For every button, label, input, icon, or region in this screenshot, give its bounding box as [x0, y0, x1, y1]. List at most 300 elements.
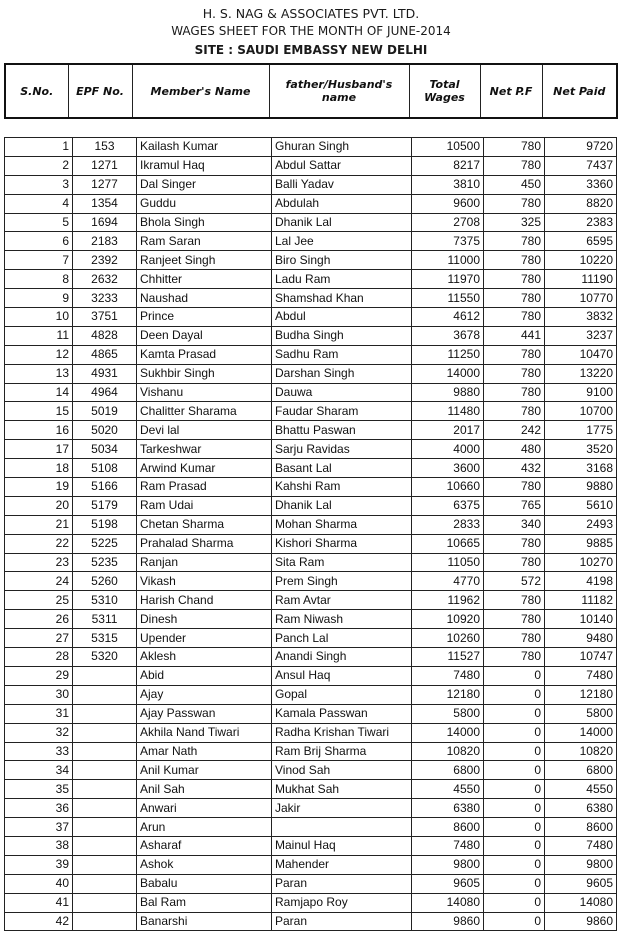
cell-member-name: Prahalad Sharma — [137, 534, 272, 553]
cell-member-name: Vishanu — [137, 383, 272, 402]
cell-member-name: Devi lal — [137, 421, 272, 440]
cell-sno: 6 — [5, 232, 73, 251]
table-row — [5, 836, 617, 855]
cell-sno: 10 — [5, 308, 73, 327]
cell-epf-no: 4865 — [73, 345, 137, 364]
table-row — [5, 666, 617, 685]
cell-net-paid: 8600 — [545, 818, 617, 837]
cell-father-name: Faudar Sharam — [272, 402, 412, 421]
cell-total-wages: 11000 — [412, 251, 484, 270]
cell-net-pf: 780 — [484, 478, 545, 497]
cell-net-pf: 780 — [484, 289, 545, 308]
cell-sno: 12 — [5, 345, 73, 364]
col-header-net-paid: Net Paid — [542, 64, 617, 118]
cell-net-pf: 780 — [484, 138, 545, 157]
cell-sno: 30 — [5, 685, 73, 704]
cell-net-paid: 9885 — [545, 534, 617, 553]
cell-total-wages: 9600 — [412, 194, 484, 213]
col-header-net-pf: Net P.F — [480, 64, 542, 118]
cell-sno: 16 — [5, 421, 73, 440]
cell-member-name: Tarkeshwar — [137, 440, 272, 459]
cell-net-pf: 780 — [484, 232, 545, 251]
table-row — [5, 175, 617, 194]
table-row — [5, 723, 617, 742]
cell-net-paid: 2383 — [545, 213, 617, 232]
cell-net-paid: 10820 — [545, 742, 617, 761]
cell-total-wages: 3810 — [412, 175, 484, 194]
cell-net-paid: 3237 — [545, 326, 617, 345]
table-row — [5, 855, 617, 874]
cell-member-name: Ram Udai — [137, 496, 272, 515]
cell-total-wages: 9860 — [412, 912, 484, 931]
cell-epf-no: 4828 — [73, 326, 137, 345]
cell-sno: 40 — [5, 874, 73, 893]
cell-total-wages: 9800 — [412, 855, 484, 874]
cell-father-name: Ram Avtar — [272, 591, 412, 610]
cell-epf-no — [73, 912, 137, 931]
cell-total-wages: 11970 — [412, 270, 484, 289]
cell-total-wages: 10820 — [412, 742, 484, 761]
cell-net-pf: 780 — [484, 629, 545, 648]
cell-total-wages: 3678 — [412, 326, 484, 345]
cell-epf-no: 4931 — [73, 364, 137, 383]
cell-father-name: Shamshad Khan — [272, 289, 412, 308]
table-row — [5, 893, 617, 912]
cell-sno: 42 — [5, 912, 73, 931]
cell-sno: 28 — [5, 648, 73, 667]
cell-father-name: Ghuran Singh — [272, 138, 412, 157]
cell-sno: 29 — [5, 666, 73, 685]
cell-father-name: Ladu Ram — [272, 270, 412, 289]
cell-epf-no — [73, 780, 137, 799]
cell-sno: 34 — [5, 761, 73, 780]
cell-member-name: Ashok — [137, 855, 272, 874]
cell-member-name: Ranjeet Singh — [137, 251, 272, 270]
table-row — [5, 270, 617, 289]
cell-net-pf: 780 — [484, 383, 545, 402]
cell-total-wages: 2708 — [412, 213, 484, 232]
cell-net-paid: 9720 — [545, 138, 617, 157]
cell-sno: 18 — [5, 459, 73, 478]
table-row — [5, 213, 617, 232]
cell-total-wages: 10500 — [412, 138, 484, 157]
cell-net-pf: 780 — [484, 648, 545, 667]
cell-father-name: Jakir — [272, 799, 412, 818]
table-row — [5, 799, 617, 818]
cell-sno: 20 — [5, 496, 73, 515]
col-header-sno: S.No. — [5, 64, 68, 118]
cell-member-name: Banarshi — [137, 912, 272, 931]
cell-epf-no — [73, 704, 137, 723]
table-row — [5, 459, 617, 478]
cell-net-paid: 9605 — [545, 874, 617, 893]
table-row — [5, 345, 617, 364]
cell-father-name: Kamala Passwan — [272, 704, 412, 723]
cell-net-paid: 3360 — [545, 175, 617, 194]
cell-father-name: Dhanik Lal — [272, 213, 412, 232]
cell-net-pf: 441 — [484, 326, 545, 345]
cell-net-pf: 780 — [484, 402, 545, 421]
cell-epf-no: 5315 — [73, 629, 137, 648]
table-row — [5, 326, 617, 345]
cell-net-paid: 7480 — [545, 836, 617, 855]
cell-sno: 17 — [5, 440, 73, 459]
table-row — [5, 421, 617, 440]
cell-father-name: Ramjapo Roy — [272, 893, 412, 912]
cell-net-paid: 10220 — [545, 251, 617, 270]
cell-net-pf: 340 — [484, 515, 545, 534]
col-header-total-wages: Total Wages — [409, 64, 480, 118]
cell-epf-no — [73, 799, 137, 818]
cell-member-name: Ram Saran — [137, 232, 272, 251]
table-row — [5, 440, 617, 459]
cell-father-name: Basant Lal — [272, 459, 412, 478]
cell-net-pf: 0 — [484, 818, 545, 837]
header-row — [5, 64, 617, 118]
cell-net-paid: 14000 — [545, 723, 617, 742]
cell-epf-no: 5108 — [73, 459, 137, 478]
cell-member-name: Anil Kumar — [137, 761, 272, 780]
cell-epf-no: 5020 — [73, 421, 137, 440]
table-row — [5, 534, 617, 553]
cell-member-name: Vikash — [137, 572, 272, 591]
cell-net-pf: 0 — [484, 704, 545, 723]
table-row — [5, 685, 617, 704]
cell-member-name: Dinesh — [137, 610, 272, 629]
cell-net-pf: 780 — [484, 364, 545, 383]
cell-father-name: Abdul Sattar — [272, 156, 412, 175]
table-row — [5, 308, 617, 327]
cell-net-pf: 432 — [484, 459, 545, 478]
table-row — [5, 383, 617, 402]
cell-net-paid: 6380 — [545, 799, 617, 818]
cell-total-wages: 6800 — [412, 761, 484, 780]
cell-member-name: Ajay Passwan — [137, 704, 272, 723]
cell-epf-no: 5166 — [73, 478, 137, 497]
cell-net-pf: 765 — [484, 496, 545, 515]
cell-father-name: Ansul Haq — [272, 666, 412, 685]
cell-net-paid: 9100 — [545, 383, 617, 402]
cell-epf-no: 2183 — [73, 232, 137, 251]
cell-sno: 26 — [5, 610, 73, 629]
cell-net-paid: 11190 — [545, 270, 617, 289]
cell-father-name: Gopal — [272, 685, 412, 704]
cell-member-name: Anil Sah — [137, 780, 272, 799]
cell-sno: 11 — [5, 326, 73, 345]
cell-father-name: Vinod Sah — [272, 761, 412, 780]
cell-net-pf: 0 — [484, 780, 545, 799]
cell-net-pf: 572 — [484, 572, 545, 591]
cell-father-name: Dhanik Lal — [272, 496, 412, 515]
cell-sno: 39 — [5, 855, 73, 874]
cell-net-paid: 3520 — [545, 440, 617, 459]
cell-net-pf: 325 — [484, 213, 545, 232]
cell-net-pf: 780 — [484, 308, 545, 327]
table-row — [5, 289, 617, 308]
cell-sno: 32 — [5, 723, 73, 742]
cell-net-pf: 780 — [484, 553, 545, 572]
cell-father-name: Prem Singh — [272, 572, 412, 591]
cell-net-paid: 4550 — [545, 780, 617, 799]
cell-father-name: Mainul Haq — [272, 836, 412, 855]
cell-member-name: Bhola Singh — [137, 213, 272, 232]
cell-member-name: Ajay — [137, 685, 272, 704]
cell-net-pf: 0 — [484, 836, 545, 855]
cell-sno: 25 — [5, 591, 73, 610]
site-name: SITE : SAUDI EMBASSY NEW DELHI — [194, 43, 428, 57]
cell-epf-no: 5019 — [73, 402, 137, 421]
cell-net-paid: 2493 — [545, 515, 617, 534]
cell-sno: 14 — [5, 383, 73, 402]
cell-sno: 38 — [5, 836, 73, 855]
cell-epf-no — [73, 742, 137, 761]
cell-epf-no — [73, 723, 137, 742]
cell-epf-no: 5235 — [73, 553, 137, 572]
cell-epf-no: 5260 — [73, 572, 137, 591]
cell-member-name: Upender — [137, 629, 272, 648]
cell-total-wages: 8217 — [412, 156, 484, 175]
cell-net-pf: 0 — [484, 874, 545, 893]
cell-total-wages: 6375 — [412, 496, 484, 515]
cell-net-paid: 10747 — [545, 648, 617, 667]
cell-net-paid: 13220 — [545, 364, 617, 383]
table-row — [5, 194, 617, 213]
cell-father-name — [272, 818, 412, 837]
cell-total-wages: 10660 — [412, 478, 484, 497]
cell-net-pf: 780 — [484, 534, 545, 553]
cell-net-pf: 0 — [484, 666, 545, 685]
table-row — [5, 251, 617, 270]
cell-net-pf: 480 — [484, 440, 545, 459]
cell-member-name: Sukhbir Singh — [137, 364, 272, 383]
cell-epf-no: 5320 — [73, 648, 137, 667]
cell-father-name: Mahender — [272, 855, 412, 874]
cell-net-paid: 14080 — [545, 893, 617, 912]
table-row — [5, 515, 617, 534]
cell-total-wages: 4612 — [412, 308, 484, 327]
cell-father-name: Kahshi Ram — [272, 478, 412, 497]
cell-total-wages: 8600 — [412, 818, 484, 837]
cell-net-pf: 780 — [484, 270, 545, 289]
cell-total-wages: 4000 — [412, 440, 484, 459]
cell-total-wages: 2833 — [412, 515, 484, 534]
cell-net-paid: 3832 — [545, 308, 617, 327]
cell-member-name: Ranjan — [137, 553, 272, 572]
cell-member-name: Bal Ram — [137, 893, 272, 912]
cell-net-paid: 10470 — [545, 345, 617, 364]
cell-sno: 7 — [5, 251, 73, 270]
cell-sno: 9 — [5, 289, 73, 308]
cell-net-paid: 10270 — [545, 553, 617, 572]
cell-net-paid: 7480 — [545, 666, 617, 685]
cell-net-paid: 6800 — [545, 761, 617, 780]
table-row — [5, 761, 617, 780]
table-row — [5, 591, 617, 610]
cell-epf-no: 5225 — [73, 534, 137, 553]
cell-net-paid: 7437 — [545, 156, 617, 175]
cell-epf-no: 3233 — [73, 289, 137, 308]
cell-sno: 22 — [5, 534, 73, 553]
cell-member-name: Dal Singer — [137, 175, 272, 194]
table-row — [5, 156, 617, 175]
cell-total-wages: 10920 — [412, 610, 484, 629]
table-row — [5, 572, 617, 591]
cell-net-paid: 8820 — [545, 194, 617, 213]
cell-total-wages: 9605 — [412, 874, 484, 893]
cell-epf-no: 1277 — [73, 175, 137, 194]
cell-total-wages: 6380 — [412, 799, 484, 818]
cell-member-name: Guddu — [137, 194, 272, 213]
cell-sno: 4 — [5, 194, 73, 213]
cell-member-name: Asharaf — [137, 836, 272, 855]
cell-member-name: Harish Chand — [137, 591, 272, 610]
cell-member-name: Prince — [137, 308, 272, 327]
cell-net-pf: 780 — [484, 610, 545, 629]
cell-member-name: Arwind Kumar — [137, 459, 272, 478]
cell-epf-no: 5198 — [73, 515, 137, 534]
cell-epf-no — [73, 855, 137, 874]
cell-net-pf: 0 — [484, 893, 545, 912]
cell-member-name: Akhila Nand Tiwari — [137, 723, 272, 742]
cell-net-pf: 0 — [484, 685, 545, 704]
cell-father-name: Lal Jee — [272, 232, 412, 251]
cell-total-wages: 4550 — [412, 780, 484, 799]
cell-sno: 19 — [5, 478, 73, 497]
cell-sno: 33 — [5, 742, 73, 761]
cell-net-pf: 780 — [484, 156, 545, 175]
cell-epf-no: 5310 — [73, 591, 137, 610]
cell-sno: 21 — [5, 515, 73, 534]
cell-epf-no — [73, 836, 137, 855]
table-row — [5, 912, 617, 931]
table-row — [5, 402, 617, 421]
cell-total-wages: 2017 — [412, 421, 484, 440]
cell-net-pf: 0 — [484, 742, 545, 761]
cell-epf-no — [73, 666, 137, 685]
sheet-title: WAGES SHEET FOR THE MONTH OF JUNE-2014 — [171, 24, 451, 38]
cell-total-wages: 14000 — [412, 723, 484, 742]
cell-net-paid: 11182 — [545, 591, 617, 610]
table-row — [5, 138, 617, 157]
cell-father-name: Sadhu Ram — [272, 345, 412, 364]
cell-father-name: Kishori Sharma — [272, 534, 412, 553]
table-row — [5, 478, 617, 497]
company-name: H. S. NAG & ASSOCIATES PVT. LTD. — [202, 6, 420, 21]
cell-epf-no: 5034 — [73, 440, 137, 459]
cell-father-name: Darshan Singh — [272, 364, 412, 383]
table-row — [5, 780, 617, 799]
col-header-member-name: Member's Name — [132, 64, 269, 118]
cell-total-wages: 11050 — [412, 553, 484, 572]
cell-sno: 23 — [5, 553, 73, 572]
cell-sno: 27 — [5, 629, 73, 648]
cell-member-name: Naushad — [137, 289, 272, 308]
cell-sno: 2 — [5, 156, 73, 175]
cell-member-name: Kailash Kumar — [137, 138, 272, 157]
cell-net-paid: 9480 — [545, 629, 617, 648]
cell-net-pf: 0 — [484, 912, 545, 931]
cell-member-name: Chetan Sharma — [137, 515, 272, 534]
cell-sno: 41 — [5, 893, 73, 912]
cell-epf-no: 1354 — [73, 194, 137, 213]
cell-member-name: Amar Nath — [137, 742, 272, 761]
cell-epf-no: 5179 — [73, 496, 137, 515]
cell-father-name: Ram Brij Sharma — [272, 742, 412, 761]
cell-net-paid: 4198 — [545, 572, 617, 591]
cell-epf-no: 153 — [73, 138, 137, 157]
cell-net-paid: 10770 — [545, 289, 617, 308]
table-row — [5, 704, 617, 723]
cell-net-paid: 12180 — [545, 685, 617, 704]
table-row — [5, 874, 617, 893]
cell-sno: 24 — [5, 572, 73, 591]
cell-epf-no — [73, 685, 137, 704]
cell-sno: 1 — [5, 138, 73, 157]
cell-net-paid: 9880 — [545, 478, 617, 497]
cell-epf-no — [73, 893, 137, 912]
cell-net-paid: 10140 — [545, 610, 617, 629]
cell-net-paid: 10700 — [545, 402, 617, 421]
cell-sno: 5 — [5, 213, 73, 232]
wages-table — [4, 137, 617, 931]
cell-net-pf: 0 — [484, 855, 545, 874]
cell-father-name: Sarju Ravidas — [272, 440, 412, 459]
cell-total-wages: 11962 — [412, 591, 484, 610]
cell-net-pf: 450 — [484, 175, 545, 194]
cell-net-paid: 6595 — [545, 232, 617, 251]
cell-father-name: Sita Ram — [272, 553, 412, 572]
cell-father-name: Abdul — [272, 308, 412, 327]
cell-father-name: Budha Singh — [272, 326, 412, 345]
cell-net-pf: 242 — [484, 421, 545, 440]
cell-epf-no — [73, 761, 137, 780]
table-row — [5, 818, 617, 837]
cell-net-pf: 780 — [484, 345, 545, 364]
cell-member-name: Chhitter — [137, 270, 272, 289]
cell-father-name: Panch Lal — [272, 629, 412, 648]
cell-epf-no — [73, 874, 137, 893]
cell-sno: 31 — [5, 704, 73, 723]
table-row — [5, 648, 617, 667]
cell-total-wages: 12180 — [412, 685, 484, 704]
cell-father-name: Mukhat Sah — [272, 780, 412, 799]
cell-total-wages: 10260 — [412, 629, 484, 648]
col-header-epf: EPF No. — [68, 64, 132, 118]
cell-total-wages: 11250 — [412, 345, 484, 364]
cell-net-pf: 0 — [484, 761, 545, 780]
cell-sno: 35 — [5, 780, 73, 799]
cell-father-name: Ram Niwash — [272, 610, 412, 629]
cell-total-wages: 11527 — [412, 648, 484, 667]
cell-total-wages: 7480 — [412, 836, 484, 855]
cell-father-name: Biro Singh — [272, 251, 412, 270]
cell-sno: 36 — [5, 799, 73, 818]
table-row — [5, 553, 617, 572]
cell-member-name: Abid — [137, 666, 272, 685]
cell-total-wages: 11480 — [412, 402, 484, 421]
cell-epf-no: 3751 — [73, 308, 137, 327]
cell-total-wages: 5800 — [412, 704, 484, 723]
column-header-table — [4, 63, 618, 119]
cell-net-pf: 780 — [484, 251, 545, 270]
cell-sno: 37 — [5, 818, 73, 837]
cell-member-name: Deen Dayal — [137, 326, 272, 345]
cell-net-paid: 5610 — [545, 496, 617, 515]
cell-member-name: Arun — [137, 818, 272, 837]
cell-net-pf: 780 — [484, 194, 545, 213]
cell-father-name: Dauwa — [272, 383, 412, 402]
cell-epf-no: 5311 — [73, 610, 137, 629]
